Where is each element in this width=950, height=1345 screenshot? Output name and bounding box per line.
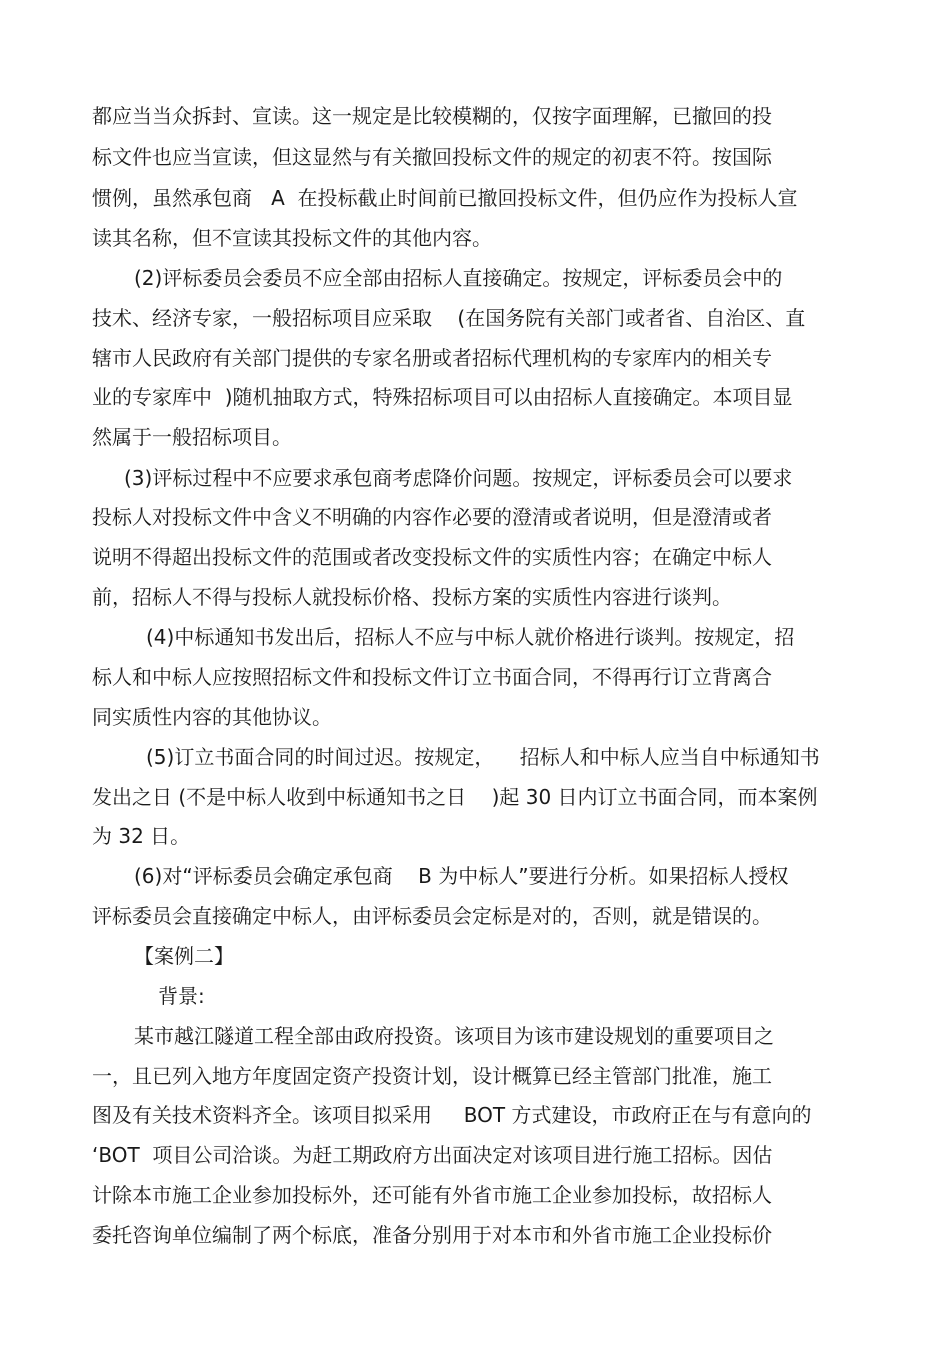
text-line: 辖市人民政府有关部门提供的专家名册或者招标代理机构的专家库内的相关专 [92,346,772,370]
section-heading: 【案例二】 [134,944,234,968]
text-line: 技术、经济专家，一般招标项目应采取 (在国务院有关部门或者省、自治区、直 [92,306,806,330]
text-line: 投标人对投标文件中含义不明确的内容作必要的澄清或者说明，但是澄清或者 [92,505,772,529]
paragraph-6-start: (6)对“评标委员会确定承包商 B 为中标人”要进行分析。如果招标人授权 [134,864,789,888]
paragraph-4-start: (4)中标通知书发出后，招标人不应与中标人就价格进行谈判。按规定，招 [146,625,795,649]
text-line: 发出之日 (不是中标人收到中标通知书之日 )起 30 日内订立书面合同，而本案例 [92,785,818,809]
text-line: 评标委员会直接确定中标人，由评标委员会定标是对的，否则，就是错误的。 [92,904,772,928]
text-line: 一，且已列入地方年度固定资产投资计划，设计概算已经主管部门批准，施工 [92,1064,772,1088]
paragraph-3-start: (3)评标过程中不应要求承包商考虑降价问题。按规定，评标委员会可以要求 [124,466,793,490]
paragraph-2-start: (2)评标委员会委员不应全部由招标人直接确定。按规定，评标委员会中的 [134,266,783,290]
text-line: 业的专家库中 )随机抽取方式，特殊招标项目可以由招标人直接确定。本项目显 [92,385,793,409]
text-line: 图及有关技术资料齐全。该项目拟采用 BOT 方式建设，市政府正在与有意向的 [92,1103,812,1127]
text-line: 都应当当众拆封、宣读。这一规定是比较模糊的，仅按字面理解，已撤回的投 [92,104,772,128]
text-line: 然属于一般招标项目。 [92,425,292,449]
text-line: 前，招标人不得与投标人就投标价格、投标方案的实质性内容进行谈判。 [92,585,732,609]
paragraph-background-start: 某市越江隧道工程全部由政府投资。该项目为该市建设规划的重要项目之 [134,1024,774,1048]
text-line: 标人和中标人应按照招标文件和投标文件订立书面合同，不得再行订立背离合 [92,665,772,689]
text-line: 为 32 日。 [92,824,191,848]
text-line: 读其名称，但不宣读其投标文件的其他内容。 [92,226,492,250]
text-line: 委托咨询单位编制了两个标底，准备分别用于对本市和外省市施工企业投标价 [92,1223,772,1247]
paragraph-5-start: (5)订立书面合同的时间过迟。按规定， 招标人和中标人应当自中标通知书 [146,745,820,769]
text-line: 说明不得超出投标文件的范围或者改变投标文件的实质性内容；在确定中标人 [92,545,772,569]
text-line: 同实质性内容的其他协议。 [92,705,332,729]
subheading: 背景: [158,984,205,1008]
text-line: 计除本市施工企业参加投标外，还可能有外省市施工企业参加投标，故招标人 [92,1183,772,1207]
text-line: 标文件也应当宣读，但这显然与有关撤回投标文件的规定的初衷不符。按国际 [92,145,772,169]
text-line: ‘BOT 项目公司洽谈。为赶工期政府方出面决定对该项目进行施工招标。因估 [92,1143,773,1167]
text-line: 惯例，虽然承包商 A 在投标截止时间前已撤回投标文件，但仍应作为投标人宣 [92,186,798,210]
